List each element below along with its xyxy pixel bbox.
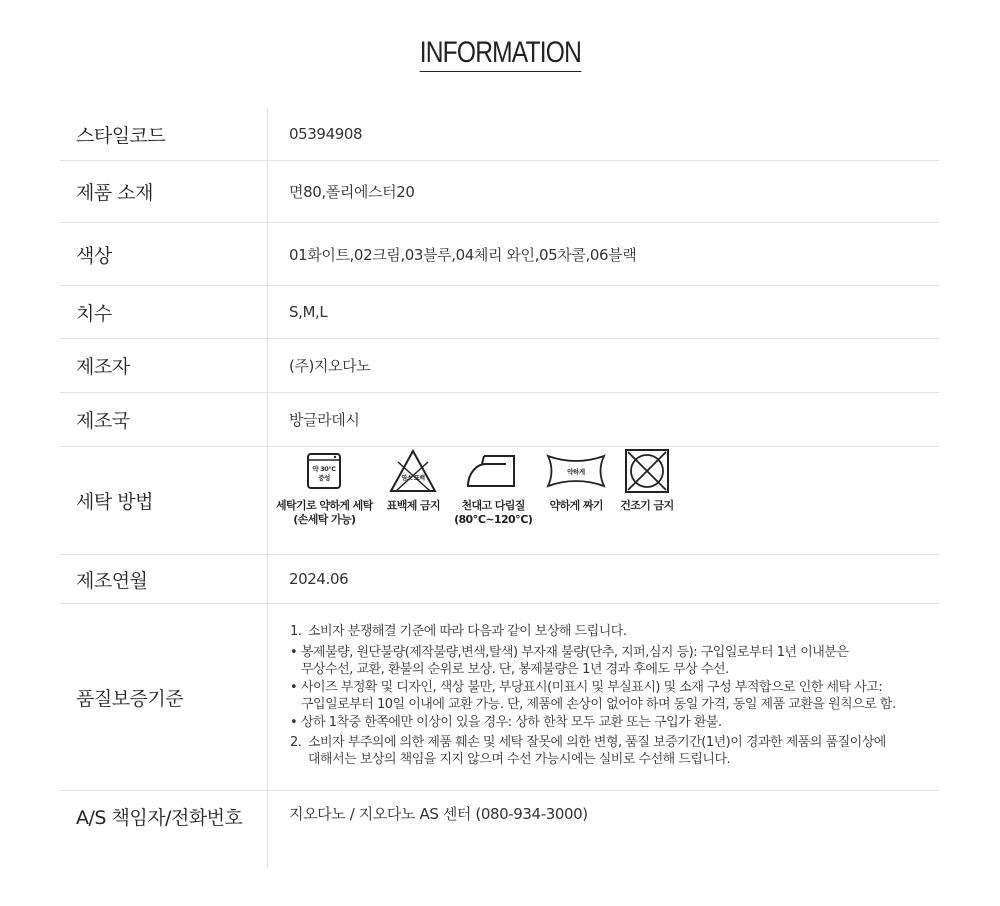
row-label: 스타일코드 — [76, 124, 166, 147]
quality-text — [289, 623, 896, 772]
quality-item-1 — [289, 623, 896, 640]
care-caption-line2: (80℃~120℃) — [454, 513, 533, 526]
row-value: 방글라데시 — [267, 393, 939, 446]
quality-line: 구입일로부터 10일 이내에 교환 가능. 단, 제품에 손상이 없어야 하며 동일 가격, 동일 제품 교환을 원칙으로 함. — [301, 696, 896, 712]
quality-bullet-2 — [289, 679, 896, 713]
item-number: 1. — [290, 623, 302, 639]
row-label: 품질보증기준 — [76, 687, 184, 710]
row-material — [60, 161, 939, 223]
care-caption-line1: 약하게 짜기 — [549, 499, 603, 512]
iron-medium-icon — [464, 447, 522, 495]
care-caption — [550, 499, 603, 513]
page-title: INFORMATION — [419, 36, 580, 72]
item-number: 2. — [290, 734, 302, 750]
row-label: 제조국 — [76, 410, 130, 432]
row-label: 치수 — [76, 302, 112, 325]
care-item-wash — [276, 447, 373, 527]
care-caption-line2: (손세탁 가능) — [293, 513, 356, 526]
care-item-bleach — [387, 447, 440, 513]
row-washing — [60, 447, 939, 555]
row-manufacturer — [60, 339, 939, 393]
care-caption-line1: 세탁기로 약하게 세탁 — [276, 499, 373, 512]
row-size — [60, 286, 939, 339]
quality-line: • 사이즈 부정확 및 디자인, 색상 불만, 부당표시(미표시 및 부실표시) 및 소재 구성 부적합으로 인한 세탁 사고: — [301, 679, 883, 695]
quality-line: 대해서는 보상의 책임을 지지 않으며 수선 가능시에는 실비로 수선해 드립니다. — [308, 751, 731, 767]
row-style-code — [60, 108, 939, 161]
row-value: S,M,L — [267, 286, 939, 338]
row-value: 면80,폴리에스터20 — [267, 161, 939, 222]
no-bleach-icon — [388, 447, 438, 495]
care-caption — [276, 499, 373, 527]
row-mfg-date — [60, 555, 939, 604]
row-label: 세탁 방법 — [76, 491, 153, 513]
row-value: (주)지오다노 — [267, 339, 939, 392]
care-item-iron — [454, 447, 532, 527]
row-value: 지오다노 / 지오다노 AS 센터 (080-934-3000) — [267, 791, 939, 868]
row-country — [60, 393, 939, 447]
row-value: 2024.06 — [267, 555, 939, 603]
care-caption-line1: 표백제 금지 — [386, 499, 441, 512]
row-label: 색상 — [76, 244, 112, 267]
quality-line: • 봉제불량, 원단불량(제작불량,변색,탈색) 부자재 불량(단추, 지퍼,심지 등): 구입일로부터 1년 이내분은 — [301, 644, 849, 660]
row-value: 05394908 — [267, 108, 939, 160]
quality-line: 소비자 분쟁해결 기준에 따라 다음과 같이 보상해 드립니다. — [308, 623, 627, 639]
row-value: 01화이트,02크림,03블루,04체리 와인,05차콜,06블랙 — [267, 223, 939, 285]
quality-line: 소비자 부주의에 의한 제품 훼손 및 세탁 잘못에 의한 변형, 품질 보증기간(1년)이 경과한 제품의 품질이상에 — [308, 734, 886, 750]
wash-30-neutral-icon — [304, 447, 344, 495]
care-caption — [387, 499, 440, 513]
info-table — [60, 108, 939, 868]
bleach-text: 염소 표백 — [401, 475, 426, 482]
row-quality — [60, 604, 939, 791]
care-caption — [620, 499, 673, 513]
care-caption-line1: 건조기 금지 — [620, 499, 674, 512]
row-label: 제조연월 — [76, 569, 148, 592]
wash-temp-text: 약 30°C — [312, 465, 336, 473]
row-label: A/S 책임자/전화번호 — [76, 807, 243, 829]
row-color — [60, 223, 939, 286]
care-item-wring — [546, 447, 606, 513]
care-item-dry — [620, 447, 673, 513]
wring-gently-icon — [546, 447, 606, 495]
quality-bullet-1 — [289, 644, 896, 678]
title-wrap — [0, 36, 1000, 72]
quality-line: 무상수선, 교환, 환불의 순위로 보상. 단, 봉제불량은 1년 경과 후에도 무상 수선. — [301, 661, 729, 677]
wring-text: 약하게 — [567, 468, 586, 476]
row-as — [60, 791, 939, 868]
no-tumble-dry-icon — [624, 447, 670, 495]
row-label: 제조자 — [76, 356, 130, 378]
row-label: 제품 소재 — [76, 182, 153, 204]
quality-value — [267, 604, 939, 790]
wash-neutral-text: 중성 — [318, 474, 331, 482]
quality-item-2 — [289, 734, 896, 768]
quality-line: • 상하 1착중 한쪽에만 이상이 있을 경우: 상하 한착 모두 교환 또는 구입가 환불. — [301, 714, 722, 730]
quality-bullet-3 — [289, 714, 896, 731]
care-symbols — [267, 447, 939, 554]
care-caption — [454, 499, 532, 527]
care-caption-line1: 천대고 다림질 — [461, 499, 525, 512]
